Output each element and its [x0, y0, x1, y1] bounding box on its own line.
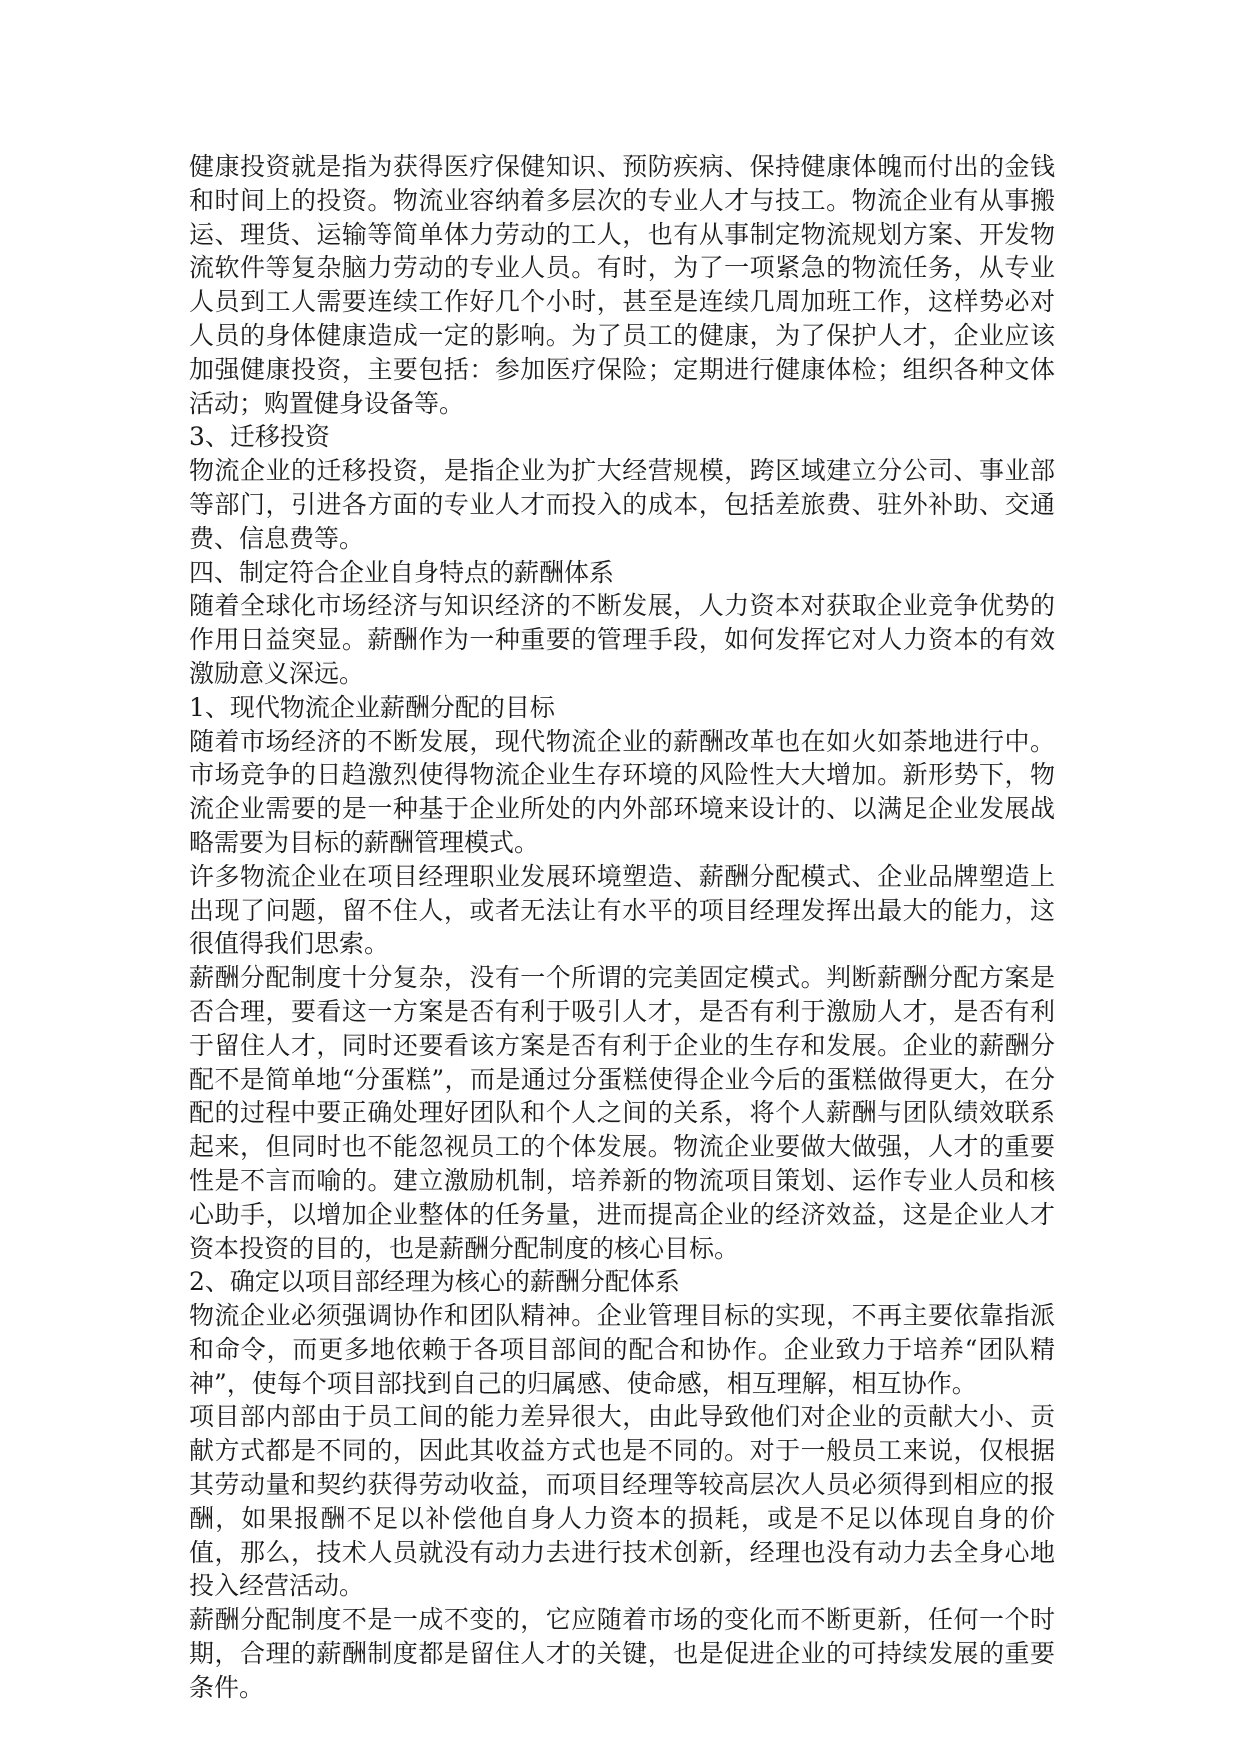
heading-salary-goals: 1、现代物流企业薪酬分配的目标 — [189, 692, 555, 722]
paragraph-ability-differences: 项目部内部由于员工间的能力差异很大，由此导致他们对企业的贡献大小、贡献方式都是不同的，因此其收益方式也是不同的。对于一般员工来说，仅根据其劳动量和契约获得劳动收益，而项目经理等较高层次人员必须得到相应的报酬，如果报酬不足以补偿他自身人力资本的损耗，或是不足以体现自身的价值，那么，技术人员就没有动力去进行技术创新，经理也没有动力去全身心地投入经营活动。 — [189, 1402, 1055, 1601]
paragraph-salary-reform: 随着市场经济的不断发展，现代物流企业的薪酬改革也在如火如荼地进行中。市场竞争的日趋激烈使得物流企业生存环境的风险性大大增加。新形势下，物流企业需要的是一种基于企业所处的内外部环境来设计的、以满足企业发展战略需要为目标的薪酬管理模式。 — [189, 726, 1055, 857]
document-body — [189, 150, 1055, 1705]
paragraph-salary-evolution: 薪酬分配制度不是一成不变的，它应随着市场的变化而不断更新，任何一个时期，合理的薪酬制度都是留住人才的关键，也是促进企业的可持续发展的重要条件。 — [189, 1605, 1055, 1702]
heading-migration-investment: 3、迁移投资 — [189, 422, 330, 452]
heading-manager-centered-system: 2、确定以项目部经理为核心的薪酬分配体系 — [189, 1267, 680, 1297]
paragraph-salary-distribution: 薪酬分配制度十分复杂，没有一个所谓的完美固定模式。判断薪酬分配方案是否合理，要看这一方案是否有利于吸引人才，是否有利于激励人才，是否有利于留住人才，同时还要看该方案是否有利于企业的生存和发展。企业的薪酬分配不是简单地“分蛋糕”，而是通过分蛋糕使得企业今后的蛋糕做得更大，在分配的过程中要正确处理好团队和个人之间的关系，将个人薪酬与团队绩效联系起来，但同时也不能忽视员工的个体发展。物流企业要做大做强，人才的重要性是不言而喻的。建立激励机制，培养新的物流项目策划、运作专业人员和核心助手，以增加企业整体的任务量，进而提高企业的经济效益，这是企业人才资本投资的目的，也是薪酬分配制度的核心目标。 — [189, 963, 1055, 1263]
paragraph-salary-intro: 随着全球化市场经济与知识经济的不断发展，人力资本对获取企业竞争优势的作用日益突显。薪酬作为一种重要的管理手段，如何发挥它对人力资本的有效激励意义深远。 — [189, 591, 1055, 688]
paragraph-team-spirit: 物流企业必须强调协作和团队精神。企业管理目标的实现，不再主要依靠指派和命令，而更多地依赖于各项目部间的配合和协作。企业致力于培养“团队精神”，使每个项目部找到自己的归属感、使命感，相互理解，相互协作。 — [189, 1301, 1055, 1398]
paragraph-manager-problems: 许多物流企业在项目经理职业发展环境塑造、薪酬分配模式、企业品牌塑造上出现了问题，留不住人，或者无法让有水平的项目经理发挥出最大的能力，这很值得我们思索。 — [189, 861, 1055, 959]
paragraph-health-investment: 健康投资就是指为获得医疗保健知识、预防疾病、保持健康体魄而付出的金钱和时间上的投资。物流业容纳着多层次的专业人才与技工。物流企业有从事搬运、理货、运输等简单体力劳动的工人，也有从事制定物流规划方案、开发物流软件等复杂脑力劳动的专业人员。有时，为了一项紧急的物流任务，从专业人员到工人需要连续工作好几个小时，甚至是连续几周加班工作，这样势必对人员的身体健康造成一定的影响。为了员工的健康，为了保护人才，企业应该加强健康投资，主要包括：参加医疗保险；定期进行健康体检；组织各种文体活动；购置健身设备等。 — [189, 152, 1055, 418]
paragraph-migration-investment: 物流企业的迁移投资，是指企业为扩大经营规模，跨区域建立分公司、事业部等部门，引进各方面的专业人才而投入的成本，包括差旅费、驻外补助、交通费、信息费等。 — [189, 456, 1055, 553]
heading-salary-system: 四、制定符合企业自身特点的薪酬体系 — [189, 557, 615, 587]
